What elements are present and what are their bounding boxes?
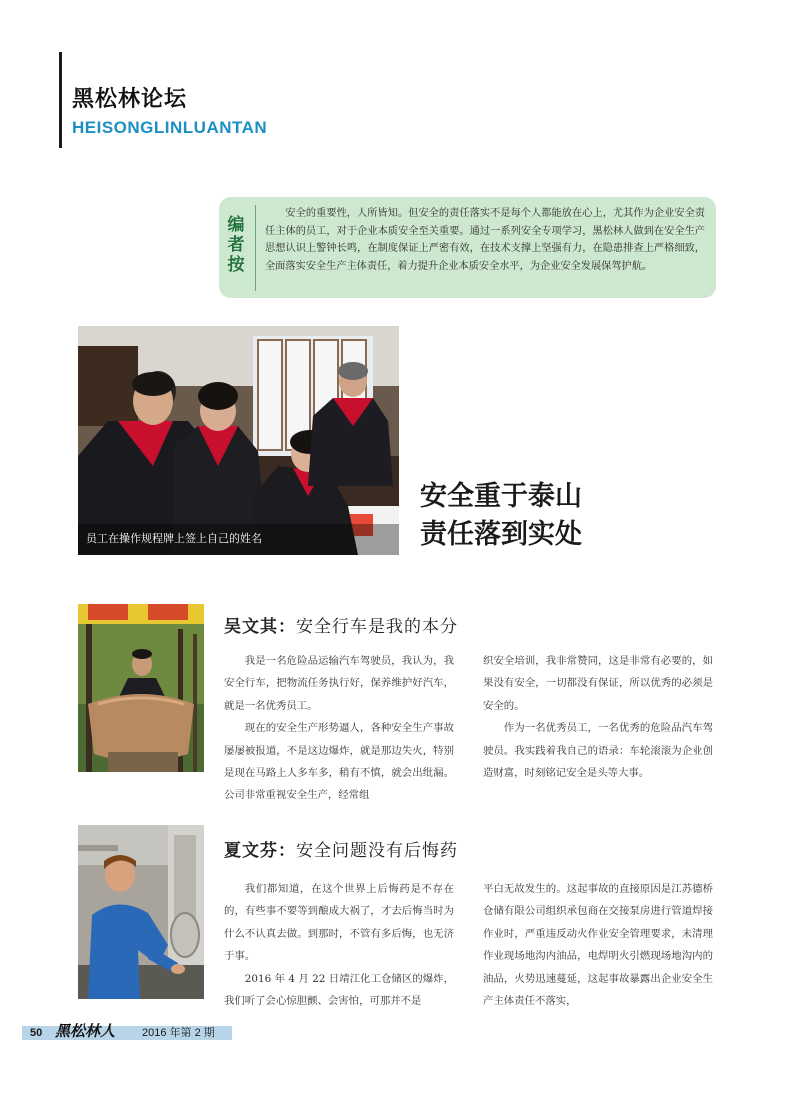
editor-note-divider xyxy=(255,205,256,291)
page-number: 50 xyxy=(30,1027,43,1039)
paragraph: 我是一名危险品运输汽车驾驶员，我认为，我安全行车，把物流任务执行好，保养维护好汽车，就是一名优秀员工。 xyxy=(224,655,454,712)
profile-heading-2 xyxy=(224,836,458,861)
editor-note-text: 安全的重要性，人所皆知。但安全的责任落实不是每个人都能放在心上，尤其作为企业安全责任主体的员工，对于企业本质安全至关重要。通过一系列安全专项学习，黑松林人做到在安全生产思想认识上警钟长鸣，在制度保证上严密有效，在技术支撑上坚强有力，在隐患排查上严格细致，全面落实安全生产主体责任，着力提升企业本质安全水平，为企业安全发展保驾护航。 xyxy=(265,208,705,272)
editor-note-label: 编者按 xyxy=(227,215,245,275)
paragraph: 织安全培训，我非常赞同，这是非常有必要的，如果没有安全，一切都没有保证，所以优秀的必须是安全的。 xyxy=(483,655,713,712)
profile-heading-1 xyxy=(224,612,458,637)
main-title-line-2: 责任落到实处 xyxy=(420,519,582,550)
profile-separator-1: ： xyxy=(278,617,296,637)
column-title: 黑松林论坛 xyxy=(72,87,188,112)
paragraph: 作为一名优秀员工，一名优秀的危险品汽车驾驶员。我实践着我自己的语录：车轮滚滚为企业创造财富，时刻铭记安全是头等大事。 xyxy=(483,722,713,780)
photo-caption: 员工在操作规程牌上签上自己的姓名 xyxy=(86,532,262,545)
portrait-xia-wenfen xyxy=(78,825,204,999)
profile-name-2: 夏文芬 xyxy=(224,841,278,861)
paragraph: 我们都知道，在这个世界上后悔药是不存在的，有些事不要等到酿成大祸了，才去后悔当时为什么不认真去做。到那时，不管有多后悔，也无济于事。 xyxy=(224,883,454,963)
profile-headline-1: 安全行车是我的本分 xyxy=(296,617,458,637)
profile-1-column-2 xyxy=(483,650,713,784)
profile-2-column-2 xyxy=(483,878,713,1012)
paragraph: 2016 年 4 月 22 日靖江化工仓储区的爆炸，我们听了会心惊胆颤、会害怕，可那并不是 xyxy=(224,972,454,1008)
profile-1-column-1 xyxy=(224,650,454,807)
column-subtitle: HEISONGLINLUANTAN xyxy=(72,118,268,137)
footer-issue: 2016 年第 2 期 xyxy=(142,1027,215,1039)
profile-separator-2: ： xyxy=(278,841,296,861)
profile-2-column-1 xyxy=(224,878,454,1012)
profile-headline-2: 安全问题没有后悔药 xyxy=(296,841,458,861)
main-title xyxy=(420,478,582,554)
paragraph: 现在的安全生产形势逼人，各种安全生产事故屡屡被报道，不是这边爆炸，就是那边失火，特别是现在马路上人多车多，稍有不慎，就会出纰漏。公司非常重视安全生产，经常组 xyxy=(224,722,454,802)
footer-logo: 黑松林人 xyxy=(55,1022,116,1040)
profile-name-1: 吴文其 xyxy=(224,617,278,637)
portrait-wu-wenqi xyxy=(78,604,204,772)
column-accent-bar xyxy=(59,52,62,148)
main-photo xyxy=(78,326,399,555)
main-title-line-1: 安全重于泰山 xyxy=(420,481,582,512)
paragraph: 平白无故发生的。这起事故的直接原因是江苏德桥仓储有限公司组织承包商在交接泵房进行管道焊接作业时，严重违反动火作业安全管理要求，未清理作业现场地沟内油品，电焊明火引燃现场地沟内的油品，火势迅速蔓延，这起事故暴露出企业安全生产主体责任不落实， xyxy=(483,883,713,1008)
